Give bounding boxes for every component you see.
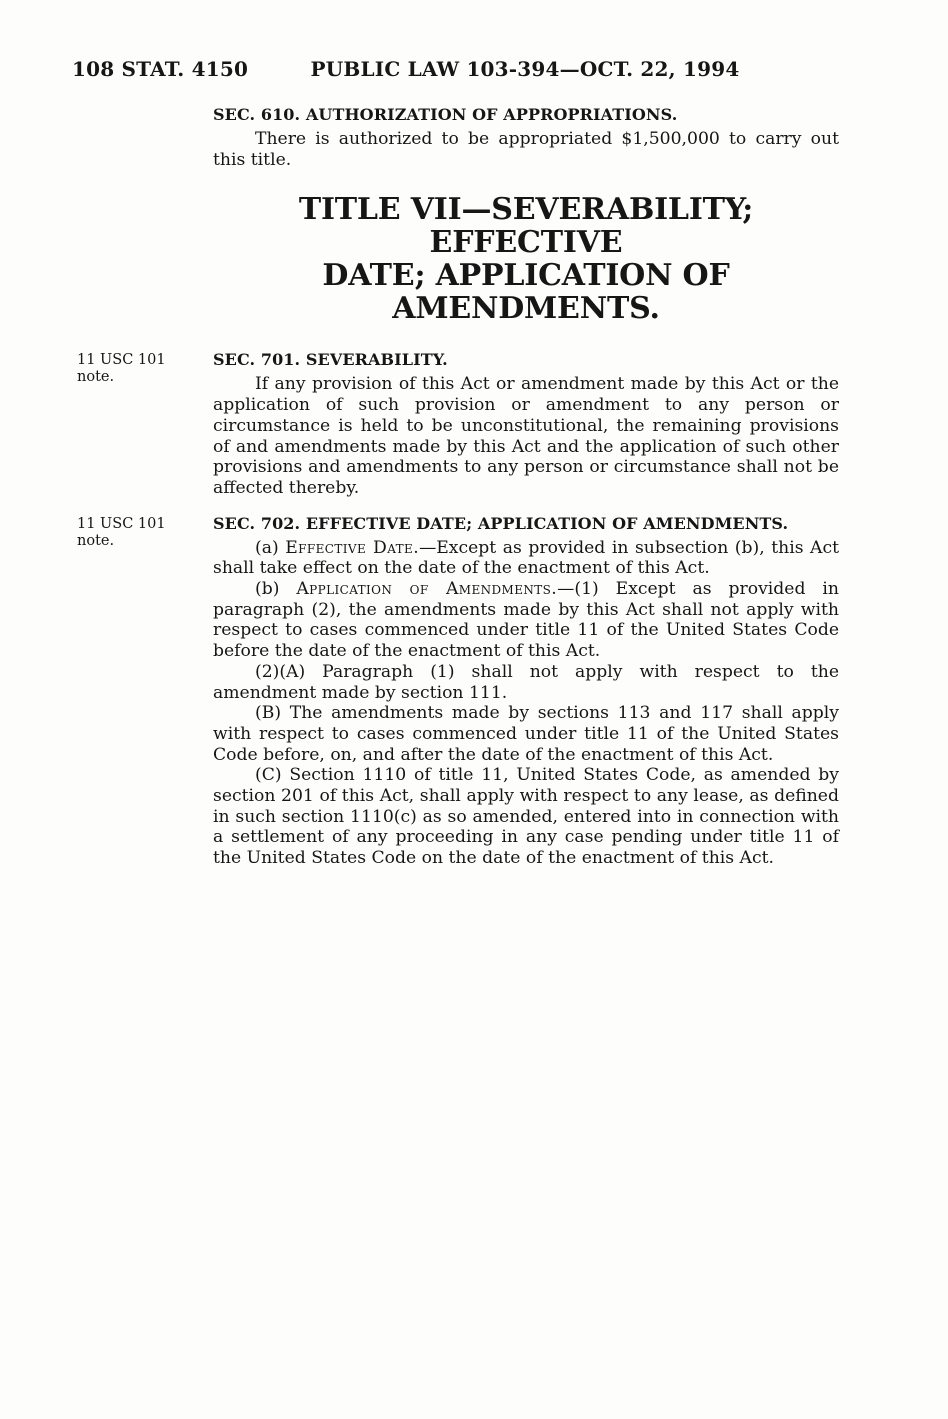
text-run: If any provision of this Act or amendment made by this Act or the application of such provision or amendment to any person or circumstance is held to be unconstitutional, the remaining provisions of and amendments made by this Act and the application of such other provisions and amendments to any person or circumstance shall not be affected thereby.	[213, 374, 839, 498]
text-run: (C) Section 1110 of title 11, United States Code, as amended by section 201 of this Act, shall apply with respect to any lease, as defined in such section 1110(c) as so amended, entered into in connection with a settlement of any proceeding in any case pending under title 11 of the United States Code on the date of the enactment of this Act.	[213, 765, 839, 869]
text-run: There is authorized to be appropriated $1,500,000 to carry out this title.	[213, 129, 839, 170]
paragraph	[213, 129, 839, 170]
small-caps-run: Application of Amendments.	[296, 579, 558, 600]
margin-note-line: 11 USC 101	[77, 515, 166, 532]
document-content	[77, 81, 839, 869]
text-run: (2)(A) Paragraph (1) shall not apply with respect to the amendment made by section 111.	[213, 661, 839, 703]
running-header	[0, 57, 948, 81]
title-heading	[213, 193, 839, 325]
text-run: (a)	[255, 537, 286, 558]
text-run: —(1) Except as provided in paragraph (2), the amendments made by this Act shall not apply with respect to cases commenced under title 11 of the United States Code before the date of the enactment of this Act.	[213, 579, 839, 662]
text-run: (b)	[255, 579, 297, 600]
paragraph	[213, 579, 839, 662]
section-heading: SEC. 610. AUTHORIZATION OF APPROPRIATIONS.	[213, 105, 678, 124]
public-law-running-head: PUBLIC LAW 103-394—OCT. 22, 1994	[310, 57, 740, 81]
section-block	[213, 106, 839, 124]
paragraph	[213, 374, 839, 498]
stat-page-number: 108 STAT. 4150	[72, 57, 249, 81]
margin-note	[77, 352, 202, 386]
title-line: TITLE VII—SEVERABILITY; EFFECTIVE	[298, 192, 754, 261]
small-caps-run: Effective Date.	[285, 537, 420, 558]
text-run: —Except as provided in subsection (b), this Act shall take effect on the date of the enactment of this Act.	[213, 537, 839, 579]
paragraph	[213, 662, 839, 703]
margin-note-line: note.	[77, 532, 115, 549]
margin-note-line: 11 USC 101	[77, 352, 166, 369]
margin-note	[77, 516, 202, 550]
title-line: DATE; APPLICATION OF AMENDMENTS.	[322, 258, 730, 327]
text-run: (B) The amendments made by sections 113 and 117 shall apply with respect to cases commenced under title 11 of the United States Code before, on, and after the date of the enactment of this Act.	[213, 703, 839, 765]
section-heading: SEC. 701. SEVERABILITY.	[213, 350, 448, 370]
paragraph	[213, 703, 839, 765]
paragraph	[213, 765, 839, 869]
margin-note-line: note.	[77, 369, 115, 386]
paragraph	[213, 538, 839, 579]
section-block	[77, 350, 839, 386]
section-block	[77, 513, 839, 549]
section-heading: SEC. 702. EFFECTIVE DATE; APPLICATION OF AMENDMENTS.	[213, 513, 789, 533]
